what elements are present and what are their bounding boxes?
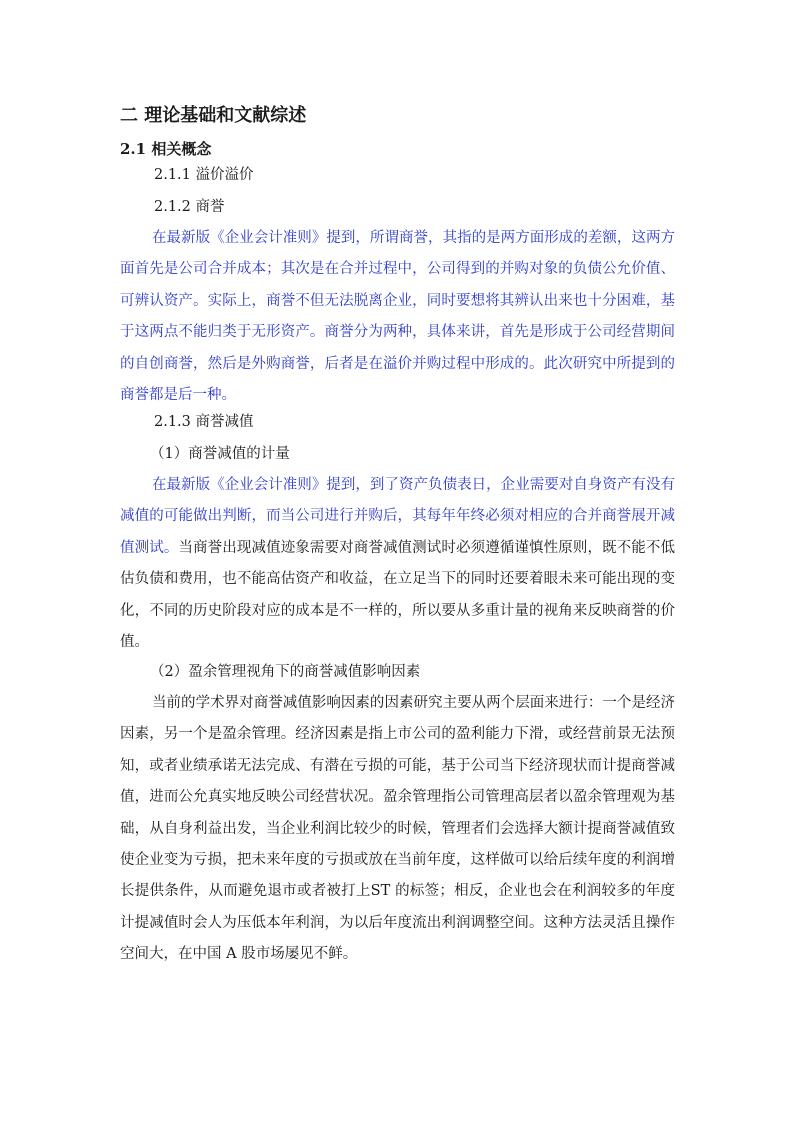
chapter-title: 二 理论基础和文献综述: [120, 105, 307, 126]
section-title: 2.1 相关概念: [120, 140, 212, 158]
paragraph-impairment-factors: 当前的学术界对商誉减值影响因素的因素研究主要从两个层面来进行：一个是经济因素，另一个是盈余管理。经济因素是指上市公司的盈利能力下滑，或经营前景无法预知，或者业绩承诺无法完成、有潜在亏损的可能，基于公司当下经济现状而计提商誉减值，进而公允真实地反映公司经营状况。盈余管理指公司管理高层者以盈余管理观为基础，从自身利益出发，当企业利润比较少的时候，管理者们会选择大额计提商誉减值致使企业变为亏损，把未来年度的亏损或放在当前年度，这样做可以给后续年度的利润增长提供条件，从而避免退市或者被打上ST 的标签；相反，企业也会在利润较多的年度计提减值时会人为压低本年利润，为以后年度流出利润调整空间。这种方法灵活且操作空间大，在中国 A 股市场屡见不鲜。: [120, 695, 675, 963]
item-impairment-factors: （2）盈余管理视角下的商誉减值影响因素: [150, 664, 421, 680]
measurement-highlight-text: 在最新版《企业会计准则》提到，到了资产负债表日，企业需要对自身资产有没有减值的可能做出判断，而当公司进行并购后，其每年年终必须对相应的合并商誉展开减值测试。: [120, 477, 675, 556]
item-impairment-measurement: （1）商誉减值的计量: [150, 446, 290, 462]
subsection-premium: 2.1.1 溢价溢价: [154, 167, 254, 183]
measurement-body-text: 当商誉出现减值迹象需要对商誉减值测试时必须遵循谨慎性原则，既不能不低估负债和费用，也不能高估资产和收益，在立足当下的同时还要着眼未来可能出现的变化，不同的历史阶段对应的成本是不一样的，所以要从多重计量的视角来反映商誉的价值。: [120, 539, 676, 651]
subsection-goodwill: 2.1.2 商誉: [154, 199, 225, 215]
subsection-goodwill-impairment: 2.1.3 商誉减值: [154, 414, 254, 430]
paragraph-goodwill-definition: 在最新版《企业会计准则》提到，所谓商誉，其指的是两方面形成的差额，这两方面首先是公司合并成本；其次是在合并过程中，公司得到的并购对象的负债公允价值、可辨认资产。实际上，商誉不但无法脱离企业，同时要想将其辨认出来也十分困难，基于这两点不能归类于无形资产。商誉分为两种，具体来讲，首先是形成于公司经营期间的自创商誉，然后是外购商誉，后者是在溢价并购过程中形成的。此次研究中所提到的商誉都是后一种。: [120, 230, 675, 404]
paragraph-impairment-measurement: [120, 470, 675, 658]
